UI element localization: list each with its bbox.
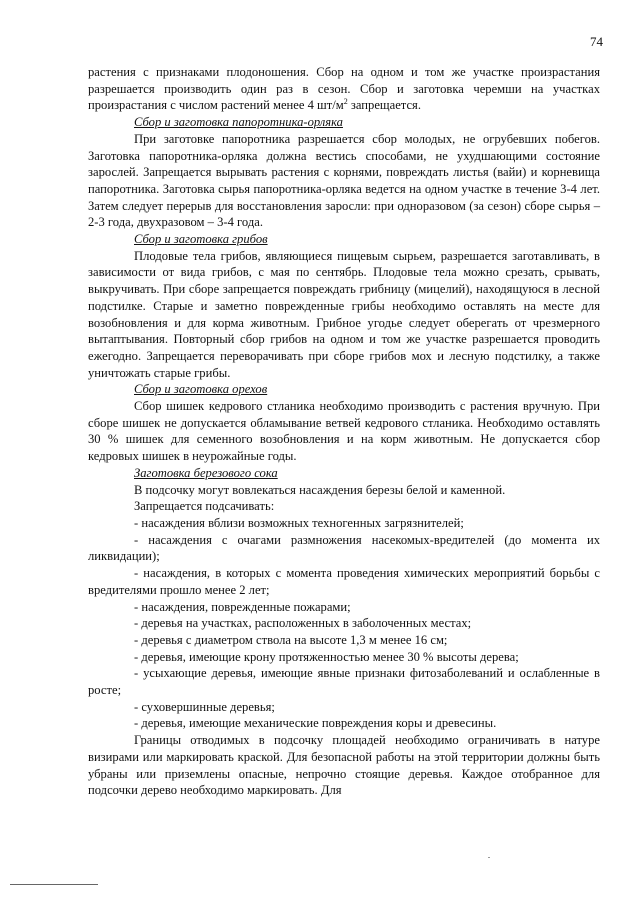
footnote-rule (10, 884, 98, 885)
intro-superscript: 2 (343, 97, 348, 107)
birch-intro-2: Запрещается подсачивать: (134, 499, 275, 514)
document-body (88, 64, 600, 799)
mushrooms-heading: Сбор и заготовка грибов (134, 232, 268, 247)
list-item: - насаждения с очагами размножения насекомых-вредителей (до момента их ликвидации); (88, 532, 600, 564)
list-item: - деревья на участках, расположенных в заболоченных местах; (134, 616, 472, 631)
birch-heading: Заготовка березового сока (134, 465, 278, 480)
fern-paragraph: При заготовке папоротника разрешается сбор молодых, не огрубевших побегов. Заготовка папоротника-орляка должна вестись способами, не ухудшающими состояние зарослей. Запрещается вырывать растения с корнями, повреждать листья (вайи) и корневища папоротника. Заготовка сырья папоротника-орляка ведется на одном участке в течение 3-4 лет. Затем следует перерыв для восстановления заросли: при одноразовом (за сезон) сборе сырья – 2-3 года, двухразовом – 3-4 года. (88, 131, 600, 230)
intro-paragraph (88, 64, 600, 114)
intro-text-a: растения с признаками плодоношения. Сбор на одном и том же участке произрастания разрешается производить один раз в сезон. Сбор и заготовка черемши на участках произрастания с числом растений менее 4 шт/м (88, 65, 600, 113)
nuts-paragraph: Сбор шишек кедрового стланика необходимо производить с растения вручную. При сборе шишек не допускается обламывание ветвей кедрового стланика. Необходимо оставлять 30 % шишек для семенного возобновления и на корм животным. Не допускается сбор кедровых шишек в неурожайные годы. (88, 399, 600, 464)
list-item: - насаждения, в которых с момента проведения химических мероприятий борьбы с вредителями прошло менее 2 лет; (88, 566, 600, 597)
list-item: - суховершинные деревья; (134, 699, 275, 714)
list-item: - усыхающие деревья, имеющие явные признаки фитозаболеваний и ослабленные в росте; (88, 666, 600, 698)
list-item: - насаждения вблизи возможных техногенных загрязнителей; (134, 515, 464, 530)
birch-closing-paragraph: Границы отводимых в подсочку площадей необходимо ограничивать в натуре визирами или маркировать краской. Для безопасной работы на этой территории должны быть убраны или приземлены опасные, непрочно стоящие деревья. Каждое отобранное для подсочки дерево необходимо маркировать. Для (88, 733, 600, 798)
list-item: - деревья с диаметром ствола на высоте 1,3 м менее 16 см; (134, 632, 448, 647)
page-number: 74 (590, 34, 603, 49)
intro-text-b: запрещается. (347, 98, 421, 113)
list-item: - деревья, имеющие крону протяженностью менее 30 % высоты дерева; (134, 649, 519, 664)
list-item: - насаждения, поврежденные пожарами; (134, 599, 351, 614)
fern-heading: Сбор и заготовка папоротника-орляка (134, 115, 343, 130)
nuts-heading: Сбор и заготовка орехов (134, 382, 268, 397)
list-item: - деревья, имеющие механические повреждения коры и древесины. (134, 716, 497, 731)
birch-intro-1: В подсочку могут вовлекаться насаждения березы белой и каменной. (134, 482, 506, 497)
mushrooms-paragraph: Плодовые тела грибов, являющиеся пищевым сырьем, разрешается заготавливать, в зависимости от вида грибов, с мая по сентябрь. Плодовые тела можно срезать, срывать, выкручивать. При сборе запрещается повреждать грибницу (мицелий), находящуюся в лесной подстилке. Старые и заметно поврежденные грибы необходимо оставлять на месте для возобновления и для корма животным. Грибное угодье следует оберегать от чрезмерного вытаптывания. Повторный сбор грибов на одном и том же участке разрешается проводить ежегодно. Запрещается переворачивать при сборе грибов мох и лесную подстилку, а также уничтожать старые грибы. (88, 248, 600, 380)
scan-speck (488, 857, 490, 858)
